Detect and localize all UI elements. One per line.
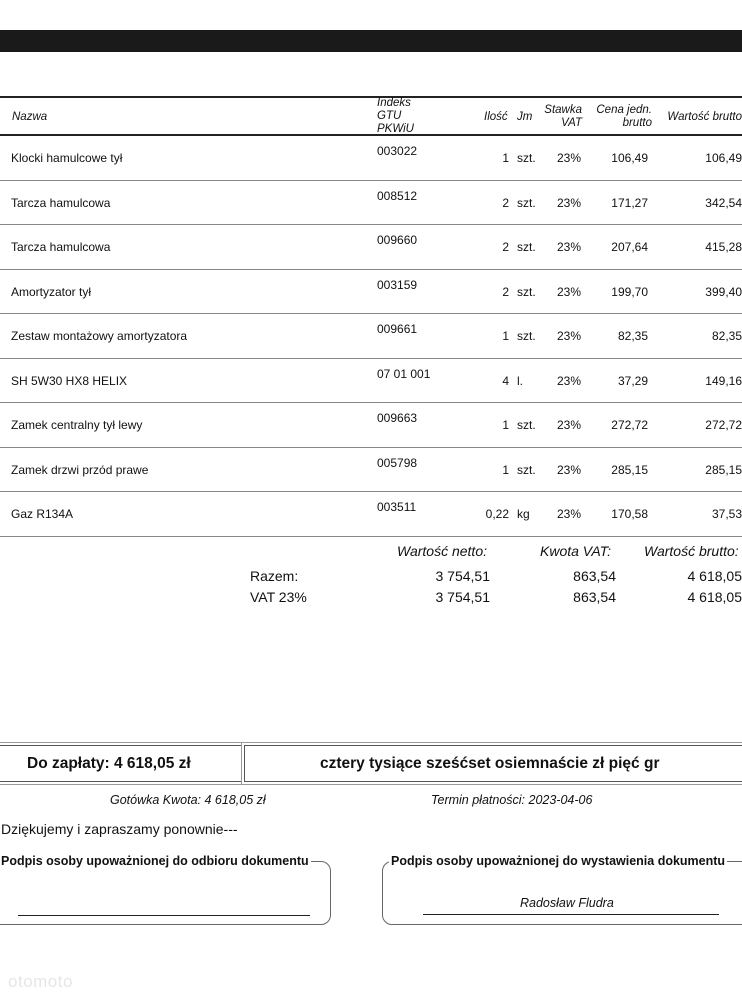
item-unit-price: 272,72: [611, 418, 648, 432]
amount-due: Do zapłaty: 4 618,05 zł: [27, 755, 191, 772]
item-name: Tarcza hamulcowa: [11, 240, 111, 254]
summary-total-label: Razem:: [250, 568, 299, 584]
item-gross-value: 106,49: [705, 151, 742, 165]
item-name: SH 5W30 HX8 HELIX: [11, 373, 128, 388]
summary-header-gross: Wartość brutto:: [644, 543, 739, 559]
item-gross-value: 285,15: [705, 462, 742, 477]
payment-due-date: Termin płatności: 2023-04-06: [431, 793, 593, 807]
table-row: [0, 448, 742, 493]
item-unit-price: 207,64: [611, 240, 648, 254]
header-index-line2: GTU: [377, 110, 402, 122]
item-name: Tarcza hamulcowa: [11, 195, 111, 210]
signature-issuer-line: [423, 914, 719, 915]
item-unit: szt.: [517, 195, 536, 210]
signature-issuer-title: Podpis osoby upoważnionej do wystawienia dokumentu: [391, 854, 726, 868]
item-vat-rate: 23%: [556, 507, 581, 521]
item-quantity: 2: [502, 284, 509, 299]
item-unit: szt.: [517, 284, 536, 299]
item-index: 003022: [377, 144, 418, 158]
item-quantity: 4: [502, 373, 509, 388]
item-name: Zamek centralny tył lewy: [11, 418, 143, 432]
item-unit-price: 37,29: [617, 373, 648, 388]
table-row: [0, 181, 742, 226]
item-vat-rate: 23%: [556, 418, 581, 432]
table-header: [0, 96, 742, 136]
item-gross-value: 37,53: [711, 507, 742, 521]
item-index: 003511: [377, 500, 417, 514]
header-unit-price-line2: brutto: [622, 117, 652, 129]
summary-header-net: Wartość netto:: [397, 543, 488, 559]
header-index-line1: Indeks: [377, 97, 411, 109]
item-gross-value: 82,35: [711, 329, 742, 343]
signature-box-receiver: [0, 854, 331, 925]
header-vat-rate: [538, 104, 582, 130]
header-unit-price-line1: Cena jedn.: [596, 104, 652, 116]
amount-in-words-box: [244, 745, 742, 782]
summary-vat23-net: 3 754,51: [435, 589, 490, 605]
item-unit: szt.: [517, 418, 536, 432]
signature-receiver-title: Podpis osoby upoważnionej do odbioru dokumentu: [1, 854, 309, 868]
item-unit-price: 171,27: [611, 195, 648, 210]
summary-vat23-vat: 863,54: [573, 589, 616, 605]
item-quantity: 2: [502, 195, 509, 210]
item-gross-value: 399,40: [705, 284, 742, 299]
table-row: [0, 136, 742, 181]
item-name: Gaz R134A: [11, 507, 74, 521]
signature-issuer-name: Radosław Fludra: [520, 896, 614, 910]
items-table: [0, 96, 742, 537]
item-vat-rate: 23%: [556, 240, 581, 254]
item-quantity: 1: [502, 462, 509, 477]
item-index: 009661: [377, 322, 418, 336]
table-row: [0, 225, 742, 270]
item-index: 009660: [377, 233, 418, 247]
item-vat-rate: 23%: [556, 373, 581, 388]
item-unit: szt.: [517, 240, 536, 254]
item-unit-price: 82,35: [617, 329, 648, 343]
item-index: 003159: [377, 277, 418, 292]
header-index: [377, 97, 437, 133]
table-row: [0, 403, 742, 448]
item-vat-rate: 23%: [556, 284, 581, 299]
header-vat-rate-line1: Stawka: [544, 104, 582, 116]
item-name: Klocki hamulcowe tył: [11, 151, 123, 165]
item-index: 005798: [377, 455, 418, 470]
header-quantity: Ilość: [484, 111, 508, 123]
table-body: [0, 136, 742, 537]
table-row: [0, 492, 742, 537]
item-unit: szt.: [517, 462, 536, 477]
item-vat-rate: 23%: [556, 151, 581, 165]
header-gross-value: Wartość brutto: [667, 111, 742, 123]
item-unit-price: 106,49: [611, 151, 648, 165]
item-gross-value: 415,28: [705, 240, 742, 254]
summary-total-vat: 863,54: [573, 568, 616, 584]
signature-receiver-line: [18, 915, 310, 916]
summary-vat23-gross: 4 618,05: [687, 589, 742, 605]
item-unit-price: 285,15: [611, 462, 648, 477]
header-vat-rate-line2: VAT: [561, 117, 582, 129]
item-unit: szt.: [517, 329, 536, 343]
table-row: [0, 314, 742, 359]
table-row: [0, 270, 742, 315]
summary-total-net: 3 754,51: [435, 568, 490, 584]
header-unit-price: [592, 104, 652, 130]
item-unit: szt.: [517, 151, 536, 165]
item-unit: kg: [517, 507, 530, 521]
item-quantity: 1: [502, 151, 509, 165]
item-vat-rate: 23%: [556, 462, 581, 477]
item-vat-rate: 23%: [556, 329, 581, 343]
item-index: 009663: [377, 411, 418, 425]
thank-you-note: Dziękujemy i zapraszamy ponownie---: [1, 821, 238, 837]
summary-total-gross: 4 618,05: [687, 568, 742, 584]
item-gross-value: 272,72: [705, 418, 742, 432]
item-quantity: 0,22: [485, 507, 509, 521]
item-name: Zestaw montażowy amortyzatora: [11, 329, 188, 343]
item-quantity: 1: [502, 418, 509, 432]
item-vat-rate: 23%: [556, 195, 581, 210]
item-name: Zamek drzwi przód prawe: [11, 462, 149, 477]
item-index: 07 01 001: [377, 366, 431, 381]
item-unit-price: 170,58: [611, 507, 648, 521]
item-unit-price: 199,70: [611, 284, 648, 299]
amount-due-box: [0, 745, 242, 782]
item-unit: l.: [517, 373, 523, 388]
payment-method: Gotówka Kwota: 4 618,05 zł: [110, 793, 266, 807]
summary-vat23-label: VAT 23%: [250, 589, 307, 605]
header-index-line3: PKWiU: [377, 123, 414, 133]
item-gross-value: 149,16: [705, 373, 742, 388]
summary-header-vat: Kwota VAT:: [540, 543, 612, 559]
item-quantity: 2: [502, 240, 509, 254]
top-dark-bar: [0, 30, 742, 52]
signature-box-issuer: [382, 854, 742, 925]
header-name: Nazwa: [12, 111, 48, 123]
amount-in-words: cztery tysiące sześćset osiemnaście zł pięć gr: [320, 755, 660, 772]
watermark-logo: otomoto: [8, 972, 73, 991]
item-quantity: 1: [502, 329, 509, 343]
header-unit: Jm: [517, 111, 533, 123]
item-index: 008512: [377, 188, 418, 203]
table-row: [0, 359, 742, 404]
item-gross-value: 342,54: [705, 195, 742, 210]
item-name: Amortyzator tył: [11, 284, 92, 299]
